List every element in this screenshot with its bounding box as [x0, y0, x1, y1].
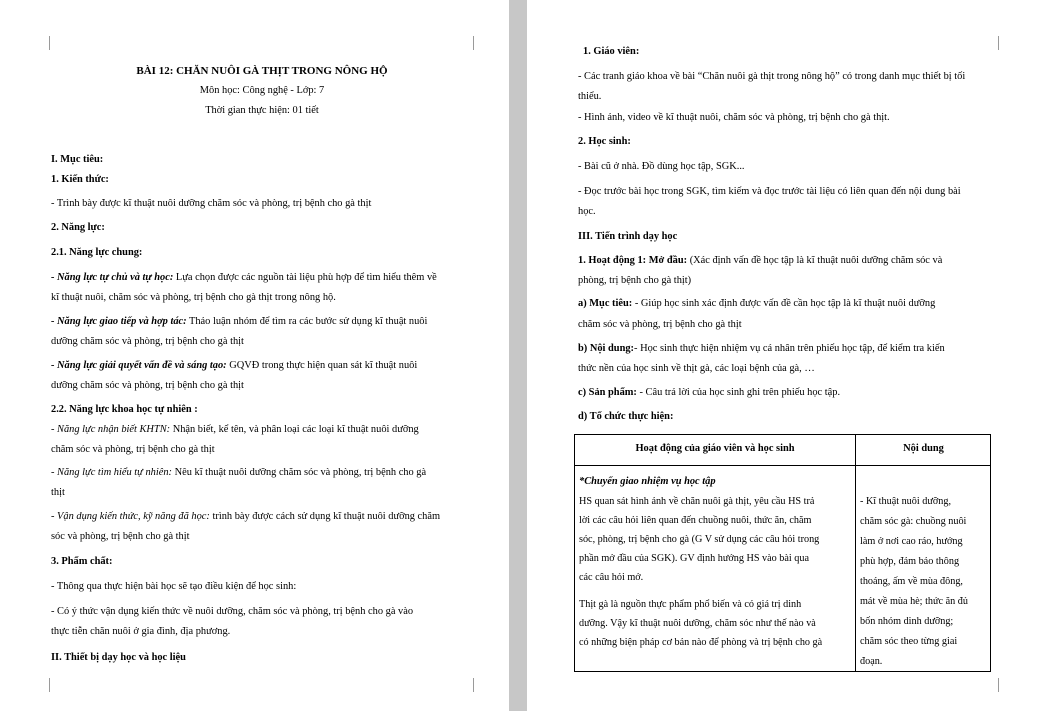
content-b-cont: thức nền của học sinh về thịt gà, các loại bệnh của gà, …	[578, 363, 815, 374]
table-right-line: bốn nhóm dinh dưỡng;	[860, 616, 954, 627]
table-right-line: phù hợp, đảm bảo thông	[860, 556, 960, 567]
crop-mark-top-left	[36, 36, 50, 50]
content-label: b) Nội dung:	[578, 343, 635, 354]
teacher-item-2: - Hình ảnh, video về kĩ thuật nuôi, chăm sóc và phòng, trị bệnh cho gà thịt.	[578, 112, 890, 123]
student-item-1: - Bài cũ ở nhà. Đồ dùng học tập, SGK...	[578, 161, 745, 172]
competence-text: GQVĐ trong thực hiện quan sát kĩ thuật nuôi	[226, 360, 418, 371]
table-left-line: các câu hỏi mở.	[579, 572, 644, 583]
activity-1-cont: phòng, trị bệnh cho gà thịt)	[578, 275, 692, 286]
table-header-divider	[575, 465, 990, 466]
crop-mark-bottom-right	[998, 678, 1012, 692]
table-right-line: mát về mùa hè; thức ăn đủ	[860, 596, 968, 607]
table-left-line: dưỡng. Vậy kĩ thuật nuôi dưỡng, chăm sóc như thế nào và	[579, 618, 816, 629]
lesson-subject: Môn học: Công nghệ - Lớp: 7	[199, 85, 325, 96]
crop-mark-bottom-left	[36, 678, 50, 692]
crop-mark-bottom-right	[473, 678, 487, 692]
competence-label: - Năng lực giải quyết vấn đề và sáng tạo:	[51, 360, 227, 371]
qualities-item-1: - Thông qua thực hiện bài học sẽ tạo điều kiện để học sinh:	[51, 581, 297, 592]
content-b	[578, 342, 945, 355]
heading-knowledge: 1. Kiến thức:	[51, 174, 109, 185]
heading-student: 2. Học sinh:	[578, 136, 631, 147]
table-right-line: làm ở nơi cao ráo, hướng	[860, 536, 963, 547]
science-text: Nêu kĩ thuật nuôi dưỡng chăm sóc và phòng, trị bệnh cho gà	[172, 467, 427, 478]
objective-a-cont: chăm sóc và phòng, trị bệnh cho gà thịt	[578, 319, 742, 330]
competence-item-self-study-cont: kĩ thuật nuôi, chăm sóc và phòng, trị bệnh cho gà thịt trong nông hộ.	[51, 292, 336, 303]
science-label: - Năng lực tìm hiểu tự nhiên:	[51, 467, 172, 478]
table-right-line: - Kĩ thuật nuôi dưỡng,	[860, 496, 951, 507]
crop-mark-top-right	[473, 36, 487, 50]
lesson-title: BÀI 12: CHĂN NUÔI GÀ THỊT TRONG NÔNG HỘ	[136, 65, 388, 77]
heading-competence: 2. Năng lực:	[51, 222, 105, 233]
science-label: - Năng lực nhận biết KHTN:	[51, 424, 171, 435]
table-right-line: thoáng, ấm về mùa đông,	[860, 576, 963, 587]
science-item-explore-cont: thịt	[51, 487, 65, 498]
science-text: Nhận biết, kể tên, và phân loại các loại kĩ thuật nuôi dưỡng	[170, 424, 419, 435]
table-left-line: phần mở đầu của SGK). GV định hướng HS vào bài qua	[579, 553, 810, 564]
competence-item-self-study	[51, 271, 437, 284]
section-equipment: II. Thiết bị dạy học và học liệu	[51, 652, 186, 663]
science-item-apply	[51, 510, 440, 523]
table-column-divider	[855, 435, 856, 671]
competence-item-collaboration-cont: dưỡng chăm sóc và phòng, trị bệnh cho gà thịt	[51, 336, 244, 347]
science-item-recognize	[51, 423, 419, 436]
lesson-duration: Thời gian thực hiện: 01 tiết	[205, 105, 319, 116]
product-text: - Câu trả lời của học sinh ghi trên phiếu học tập.	[636, 387, 841, 398]
table-left-line: HS quan sát hình ảnh về chăn nuôi gà thịt, yêu cầu HS trả	[579, 496, 815, 507]
competence-text: Lựa chọn được các nguồn tài liệu phù hợp để tìm hiểu thêm về	[173, 272, 437, 283]
competence-item-problem-solving-cont: dưỡng chăm sóc và phòng, trị bệnh cho gà thịt	[51, 380, 244, 391]
table-right-line: đoạn.	[860, 656, 883, 667]
table-header-activity: Hoạt động của giáo viên và học sinh	[635, 443, 795, 454]
table-header-content: Nội dung	[903, 443, 944, 454]
section-objectives: I. Mục tiêu:	[51, 154, 104, 165]
product-label: c) Sản phẩm:	[578, 387, 637, 398]
crop-mark-top-right	[998, 36, 1012, 50]
competence-item-problem-solving	[51, 359, 417, 372]
objective-text: - Giúp học sinh xác định được vấn đề cần học tập là kĩ thuật nuôi dưỡng	[632, 298, 936, 309]
content-text: - Học sinh thực hiện nhiệm vụ cá nhân trên phiếu học tập, để kiểm tra kiến	[634, 343, 945, 354]
heading-qualities: 3. Phẩm chất:	[51, 556, 113, 567]
document-page-left	[0, 0, 509, 711]
activity-label: 1. Hoạt động 1: Mở đầu:	[578, 255, 688, 266]
section-process: III. Tiến trình dạy học	[578, 231, 678, 242]
science-item-explore	[51, 466, 426, 479]
page-gap	[509, 0, 527, 711]
competence-item-collaboration	[51, 315, 427, 328]
objective-a	[578, 297, 935, 310]
science-item-recognize-cont: chăm sóc và phòng, trị bệnh cho gà thịt	[51, 444, 215, 455]
table-task-heading: *Chuyển giao nhiệm vụ học tập	[579, 476, 716, 487]
document-page-right	[527, 0, 1040, 711]
table-left-line: lời các câu hỏi liên quan đến chuồng nuôi, thức ăn, chăm	[579, 515, 812, 526]
competence-text: Thảo luận nhóm để tìm ra các bước sử dụng kĩ thuật nuôi	[186, 316, 428, 327]
table-left-line: sóc, phòng, trị bệnh cho gà (G V sử dụng các câu hỏi trong	[579, 534, 820, 545]
science-text: trình bày được cách sử dụng kĩ thuật nuôi dưỡng chăm	[209, 511, 441, 522]
knowledge-item: - Trình bày được kĩ thuật nuôi dưỡng chăm sóc và phòng, trị bệnh cho gà thịt	[51, 198, 372, 209]
organization-d: d) Tổ chức thực hiện:	[578, 411, 674, 422]
activity-text: (Xác định vấn đề học tập là kĩ thuật nuôi dưỡng chăm sóc và	[687, 255, 943, 266]
science-item-apply-cont: sóc và phòng, trị bệnh cho gà thịt	[51, 531, 190, 542]
heading-teacher: 1. Giáo viên:	[583, 46, 640, 57]
activity-1	[578, 254, 942, 267]
competence-label: - Năng lực giao tiếp và hợp tác:	[51, 316, 187, 327]
teacher-item-1: - Các tranh giáo khoa về bài “Chăn nuôi gà thịt trong nông hộ” có trong danh mục thiết bị tối	[578, 71, 966, 82]
competence-label: - Năng lực tự chủ và tự học:	[51, 272, 174, 283]
heading-general-competence: 2.1. Năng lực chung:	[51, 247, 143, 258]
science-label: - Vận dụng kiến thức, kỹ năng đã học:	[51, 511, 210, 522]
objective-label: a) Mục tiêu:	[578, 298, 633, 309]
qualities-item-2: - Có ý thức vận dụng kiến thức về nuôi dưỡng, chăm sóc và phòng, trị bệnh cho gà vào	[51, 606, 414, 617]
table-right-line: chăm sóc theo từng giai	[860, 636, 958, 647]
table-left-line: Thịt gà là nguồn thực phẩm phổ biến và có giá trị dinh	[579, 599, 802, 610]
qualities-item-2-cont: thực tiễn chăn nuôi ở gia đình, địa phương.	[51, 626, 231, 637]
heading-science-competence: 2.2. Năng lực khoa học tự nhiên :	[51, 404, 198, 415]
product-c	[578, 386, 840, 399]
table-left-line: có những biện pháp cơ bản nào để phòng và trị bệnh cho gà	[579, 637, 823, 648]
student-item-2-cont: học.	[578, 206, 596, 217]
activity-table	[574, 434, 991, 672]
student-item-2: - Đọc trước bài học trong SGK, tìm kiếm và đọc trước tài liệu có liên quan đến nội dung bài	[578, 186, 961, 197]
teacher-item-1-cont: thiểu.	[578, 91, 602, 102]
table-right-line: chăm sóc gà: chuồng nuôi	[860, 516, 967, 527]
